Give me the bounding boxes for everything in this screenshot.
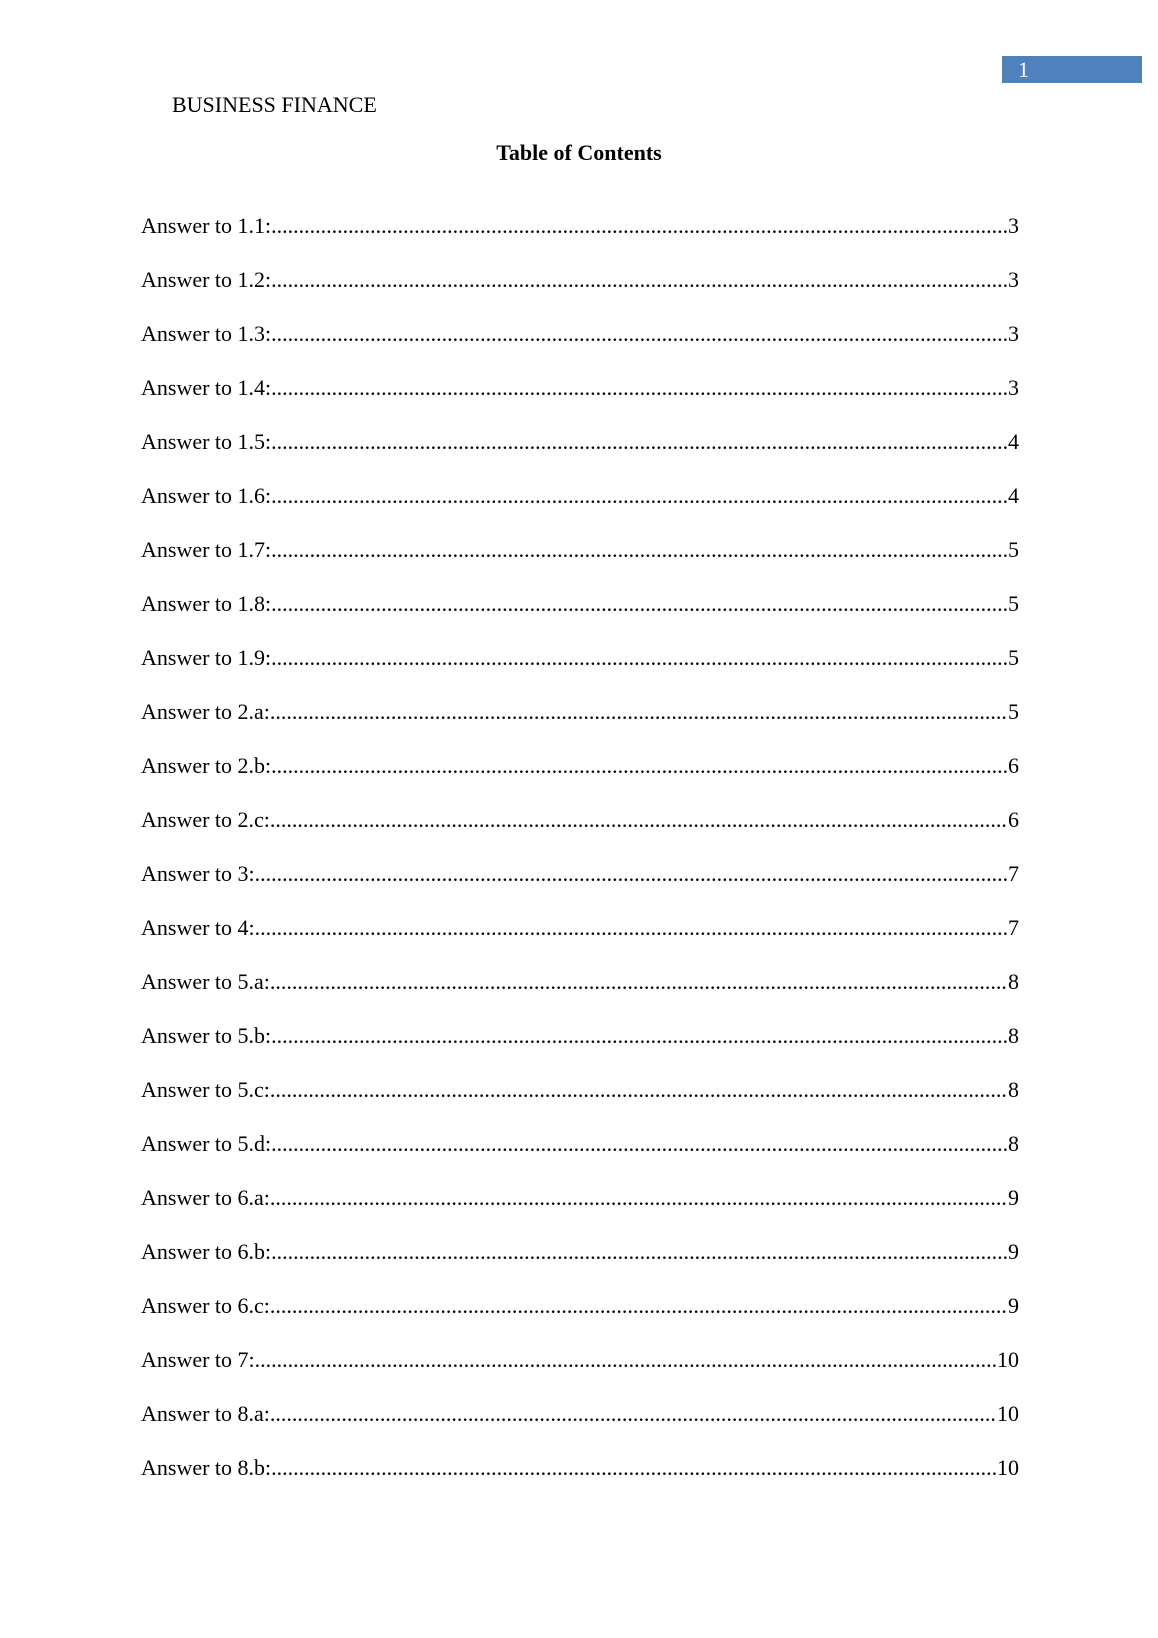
toc-dot-leader — [271, 320, 1008, 348]
toc-entry[interactable] — [141, 644, 1019, 698]
toc-dot-leader — [270, 1184, 1008, 1212]
running-header: BUSINESS FINANCE — [172, 92, 377, 117]
toc-entry[interactable] — [141, 590, 1019, 644]
toc-entry-page-number: 3 — [1008, 375, 1019, 400]
page-number-badge — [1002, 56, 1142, 83]
toc-dot-leader — [271, 212, 1008, 240]
toc-entry[interactable] — [141, 1292, 1019, 1346]
toc-entry-page-number: 8 — [1008, 1131, 1019, 1156]
toc-entry-label: Answer to 8.a: — [141, 1401, 270, 1426]
toc-entry-label: Answer to 1.5: — [141, 429, 272, 454]
toc-entry-page-number: 3 — [1008, 213, 1019, 238]
toc-dot-leader — [271, 1454, 997, 1482]
toc-entry-page-number: 3 — [1008, 267, 1019, 292]
toc-entry-label: Answer to 1.4: — [141, 375, 272, 400]
toc-entry-page-number: 10 — [997, 1347, 1019, 1372]
toc-entry-label: Answer to 4: — [141, 915, 255, 940]
toc-dot-leader — [271, 266, 1008, 294]
toc-entry-label: Answer to 5.b: — [141, 1023, 272, 1048]
toc-entry[interactable] — [141, 1346, 1019, 1400]
toc-entry[interactable] — [141, 914, 1019, 968]
toc-entry[interactable] — [141, 860, 1019, 914]
toc-entry[interactable] — [141, 1022, 1019, 1076]
toc-entry-label: Answer to 6.b: — [141, 1239, 272, 1264]
toc-dot-leader — [255, 860, 1008, 888]
toc-entry-label: Answer to 2.b: — [141, 753, 272, 778]
toc-entry-page-number: 7 — [1008, 861, 1019, 886]
toc-entry[interactable] — [141, 266, 1019, 320]
toc-dot-leader — [271, 482, 1008, 510]
toc-entry-page-number: 3 — [1008, 321, 1019, 346]
toc-entry-page-number: 4 — [1008, 429, 1019, 454]
toc-dot-leader — [271, 752, 1008, 780]
toc-entry-label: Answer to 8.b: — [141, 1455, 272, 1480]
toc-dot-leader — [271, 644, 1008, 672]
toc-dot-leader — [271, 374, 1008, 402]
toc-dot-leader — [271, 428, 1008, 456]
toc-entry-page-number: 8 — [1008, 1023, 1019, 1048]
toc-dot-leader — [271, 1022, 1008, 1050]
toc-dot-leader — [255, 914, 1008, 942]
toc-entry[interactable] — [141, 482, 1019, 536]
toc-dot-leader — [271, 1238, 1008, 1266]
toc-entry[interactable] — [141, 212, 1019, 266]
toc-entry[interactable] — [141, 1076, 1019, 1130]
toc-entry[interactable] — [141, 1400, 1019, 1454]
toc-entry[interactable] — [141, 806, 1019, 860]
toc-entry-page-number: 6 — [1008, 753, 1019, 778]
toc-entry[interactable] — [141, 1184, 1019, 1238]
toc-entry-label: Answer to 3: — [141, 861, 255, 886]
toc-entry-label: Answer to 1.6: — [141, 483, 272, 508]
toc-entry-page-number: 5 — [1008, 591, 1019, 616]
toc-entry-label: Answer to 7: — [141, 1347, 255, 1372]
toc-entry-label: Answer to 5.d: — [141, 1131, 272, 1156]
toc-entry-label: Answer to 6.a: — [141, 1185, 270, 1210]
toc-entry-page-number: 5 — [1008, 699, 1019, 724]
toc-entry[interactable] — [141, 968, 1019, 1022]
toc-title: Table of Contents — [496, 140, 662, 165]
toc-entry-label: Answer to 5.a: — [141, 969, 270, 994]
toc-entry[interactable] — [141, 1238, 1019, 1292]
toc-entry-page-number: 9 — [1008, 1293, 1019, 1318]
toc-entry[interactable] — [141, 1454, 1019, 1508]
toc-entry-page-number: 4 — [1008, 483, 1019, 508]
toc-dot-leader — [270, 698, 1008, 726]
toc-entry-label: Answer to 2.c: — [141, 807, 270, 832]
toc-entry-label: Answer to 1.7: — [141, 537, 272, 562]
toc-entry-label: Answer to 6.c: — [141, 1293, 270, 1318]
toc-entry-page-number: 10 — [997, 1455, 1019, 1480]
toc-entry-label: Answer to 5.c: — [141, 1077, 270, 1102]
toc-entry-page-number: 9 — [1008, 1185, 1019, 1210]
toc-dot-leader — [270, 968, 1008, 996]
toc-dot-leader — [271, 536, 1008, 564]
toc-entry[interactable] — [141, 698, 1019, 752]
toc-entry[interactable] — [141, 428, 1019, 482]
toc-entry-label: Answer to 1.2: — [141, 267, 272, 292]
toc-entry[interactable] — [141, 1130, 1019, 1184]
toc-dot-leader — [271, 1130, 1008, 1158]
toc-entry-page-number: 6 — [1008, 807, 1019, 832]
toc-entry-page-number: 5 — [1008, 537, 1019, 562]
toc-entry-page-number: 7 — [1008, 915, 1019, 940]
toc-entry-page-number: 9 — [1008, 1239, 1019, 1264]
toc-entry-label: Answer to 1.1: — [141, 213, 272, 238]
toc-entry[interactable] — [141, 536, 1019, 590]
toc-dot-leader — [270, 1076, 1008, 1104]
toc-entry-page-number: 8 — [1008, 1077, 1019, 1102]
toc-entry[interactable] — [141, 320, 1019, 374]
toc-entry-label: Answer to 1.3: — [141, 321, 272, 346]
toc-entry-page-number: 10 — [997, 1401, 1019, 1426]
toc-dot-leader — [270, 806, 1008, 834]
toc-dot-leader — [271, 590, 1008, 618]
toc-dot-leader — [270, 1292, 1008, 1320]
toc-entry[interactable] — [141, 752, 1019, 806]
toc-dot-leader — [270, 1400, 997, 1428]
page-number: 1 — [1018, 57, 1029, 82]
toc-list — [141, 212, 1019, 1508]
toc-entry-page-number: 5 — [1008, 645, 1019, 670]
toc-entry-label: Answer to 1.9: — [141, 645, 272, 670]
toc-entry-label: Answer to 1.8: — [141, 591, 272, 616]
toc-entry-page-number: 8 — [1008, 969, 1019, 994]
toc-entry[interactable] — [141, 374, 1019, 428]
toc-entry-label: Answer to 2.a: — [141, 699, 270, 724]
toc-dot-leader — [255, 1346, 997, 1374]
